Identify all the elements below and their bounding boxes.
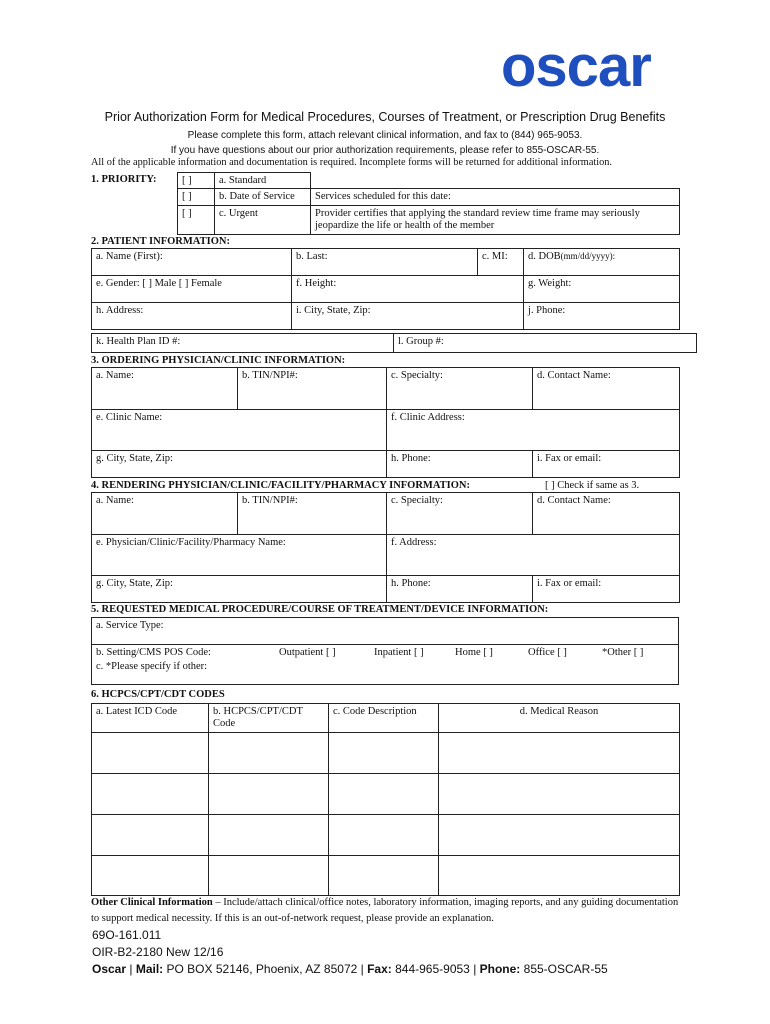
priority-heading: 1. PRIORITY: xyxy=(91,174,157,185)
other-checkbox[interactable]: *Other [ ] xyxy=(602,647,644,658)
procedure-table xyxy=(91,617,679,685)
reason-cell[interactable] xyxy=(439,733,680,774)
patient-weight-field[interactable]: g. Weight: xyxy=(524,276,680,303)
patient-plan-table xyxy=(91,333,697,353)
standard-checkbox[interactable]: [ ] xyxy=(178,173,215,189)
urgent-checkbox[interactable]: [ ] xyxy=(178,206,215,235)
ordering-contact-field[interactable]: d. Contact Name: xyxy=(533,368,680,410)
description-cell[interactable] xyxy=(329,856,439,896)
ordering-heading: 3. ORDERING PHYSICIAN/CLINIC INFORMATION: xyxy=(91,355,346,366)
col-reason-header: d. Medical Reason xyxy=(439,704,680,733)
patient-heading: 2. PATIENT INFORMATION: xyxy=(91,236,230,247)
icd-code-cell[interactable] xyxy=(92,856,209,896)
patient-mi-field[interactable]: c. MI: xyxy=(478,249,524,276)
setting-label: b. Setting/CMS POS Code: xyxy=(96,647,211,658)
patient-phone-field[interactable]: j. Phone: xyxy=(524,303,680,330)
contact-line xyxy=(92,962,608,976)
description-cell[interactable] xyxy=(329,815,439,856)
health-plan-id-field[interactable]: k. Health Plan ID #: xyxy=(92,334,394,353)
patient-table xyxy=(91,248,680,330)
phone-label: Phone: xyxy=(479,962,521,976)
form-code: 69O-161.011 xyxy=(92,928,162,942)
ordering-fax-field[interactable]: i. Fax or email: xyxy=(533,451,680,478)
table-row xyxy=(92,815,680,856)
codes-table xyxy=(91,703,680,896)
setting-cell xyxy=(92,645,679,685)
ordering-clinic-address-field[interactable]: f. Clinic Address: xyxy=(387,410,680,451)
company-name: Oscar xyxy=(92,962,127,976)
outpatient-checkbox[interactable]: Outpatient [ ] xyxy=(279,647,336,658)
patient-first-name-field[interactable]: a. Name (First): xyxy=(92,249,292,276)
procedure-heading: 5. REQUESTED MEDICAL PROCEDURE/COURSE OF TREATMENT/DEVICE INFORMATION: xyxy=(91,604,549,615)
reason-cell[interactable] xyxy=(439,815,680,856)
rendering-name-field[interactable]: a. Name: xyxy=(92,493,238,535)
same-as-ordering-checkbox[interactable]: [ ] Check if same as 3. xyxy=(545,480,640,491)
service-type-field[interactable]: a. Service Type: xyxy=(92,618,679,645)
urgent-label: c. Urgent xyxy=(215,206,311,235)
table-row xyxy=(92,733,680,774)
rendering-address-field[interactable]: f. Address: xyxy=(387,535,680,576)
rendering-fax-field[interactable]: i. Fax or email: xyxy=(533,576,680,603)
hcpcs-code-cell[interactable] xyxy=(209,856,329,896)
rendering-heading: 4. RENDERING PHYSICIAN/CLINIC/FACILITY/PHARMACY INFORMATION: xyxy=(91,480,470,491)
ordering-table xyxy=(91,367,680,478)
standard-label: a. Standard xyxy=(215,173,311,189)
icd-code-cell[interactable] xyxy=(92,774,209,815)
ordering-city-field[interactable]: g. City, State, Zip: xyxy=(92,451,387,478)
ordering-name-field[interactable]: a. Name: xyxy=(92,368,238,410)
ordering-clinic-name-field[interactable]: e. Clinic Name: xyxy=(92,410,387,451)
date-of-service-field[interactable]: Services scheduled for this date: xyxy=(311,189,680,206)
question-instructions: If you have questions about our prior authorization requirements, please refer to 855-OSCAR-55. xyxy=(170,145,600,156)
table-row xyxy=(92,774,680,815)
urgent-certification: Provider certifies that applying the standard review time frame may seriously jeopardize the life or health of the member xyxy=(311,206,680,235)
other-clinical-info xyxy=(91,895,681,927)
office-checkbox[interactable]: Office [ ] xyxy=(528,647,567,658)
description-cell[interactable] xyxy=(329,774,439,815)
priority-table xyxy=(177,172,680,235)
date-of-service-checkbox[interactable]: [ ] xyxy=(178,189,215,206)
fax-number: 844-965-9053 xyxy=(391,962,474,976)
table-row xyxy=(92,856,680,896)
reason-cell[interactable] xyxy=(439,774,680,815)
separator: | xyxy=(473,962,480,976)
codes-heading: 6. HCPCS/CPT/CDT CODES xyxy=(91,689,225,700)
separator: | xyxy=(126,962,136,976)
rendering-tin-field[interactable]: b. TIN/NPI#: xyxy=(238,493,387,535)
form-title: Prior Authorization Form for Medical Procedures, Courses of Treatment, or Prescription Drug Benefits xyxy=(104,110,666,124)
rendering-table xyxy=(91,492,680,603)
patient-city-field[interactable]: i. City, State, Zip: xyxy=(292,303,524,330)
patient-dob-field[interactable] xyxy=(524,249,680,276)
hcpcs-code-cell[interactable] xyxy=(209,774,329,815)
group-number-field[interactable]: l. Group #: xyxy=(394,334,697,353)
date-of-service-label: b. Date of Service xyxy=(215,189,311,206)
dob-label: d. DOB xyxy=(528,251,561,262)
oscar-logo: oscar xyxy=(501,34,651,99)
separator: | xyxy=(360,962,368,976)
fax-instructions: Please complete this form, attach relevant clinical information, and fax to (844) 965-9053. xyxy=(187,130,583,141)
rendering-phone-field[interactable]: h. Phone: xyxy=(387,576,533,603)
description-cell[interactable] xyxy=(329,733,439,774)
hcpcs-code-cell[interactable] xyxy=(209,815,329,856)
ordering-phone-field[interactable]: h. Phone: xyxy=(387,451,533,478)
col-hcpcs-header: b. HCPCS/CPT/CDT Code xyxy=(209,704,329,733)
revision-code: OIR-B2-2180 New 12/16 xyxy=(92,945,224,959)
specify-other-field[interactable]: c. *Please specify if other: xyxy=(96,661,208,672)
col-icd-code-header: a. Latest ICD Code xyxy=(92,704,209,733)
rendering-contact-field[interactable]: d. Contact Name: xyxy=(533,493,680,535)
dob-format: (mm/dd/yyyy): xyxy=(560,251,616,261)
rendering-facility-name-field[interactable]: e. Physician/Clinic/Facility/Pharmacy Name: xyxy=(92,535,387,576)
other-clinical-label: Other Clinical Information xyxy=(91,897,213,908)
icd-code-cell[interactable] xyxy=(92,815,209,856)
phone-number: 855-OSCAR-55 xyxy=(520,962,608,976)
patient-last-name-field[interactable]: b. Last: xyxy=(292,249,478,276)
fax-label: Fax: xyxy=(367,962,392,976)
ordering-specialty-field[interactable]: c. Specialty: xyxy=(387,368,533,410)
standard-blank xyxy=(311,173,680,189)
setting-row xyxy=(96,647,674,661)
hcpcs-code-cell[interactable] xyxy=(209,733,329,774)
other-clinical-text: – Include/attach clinical/office notes, laboratory information, imaging reports, and any guiding documentation to support medical necessity. If this is an out-of-network request, please provide an explanation. xyxy=(91,897,679,924)
rendering-city-field[interactable]: g. City, State, Zip: xyxy=(92,576,387,603)
col-description-header: c. Code Description xyxy=(329,704,439,733)
mail-address: PO BOX 52146, Phoenix, AZ 85072 xyxy=(163,962,361,976)
required-notice: All of the applicable information and documentation is required. Incomplete forms will be returned for additional information. xyxy=(91,157,612,168)
reason-cell[interactable] xyxy=(439,856,680,896)
icd-code-cell[interactable] xyxy=(92,733,209,774)
patient-gender-field[interactable]: e. Gender: [ ] Male [ ] Female xyxy=(92,276,292,303)
patient-address-field[interactable]: h. Address: xyxy=(92,303,292,330)
patient-height-field[interactable]: f. Height: xyxy=(292,276,524,303)
mail-label: Mail: xyxy=(135,962,164,976)
rendering-specialty-field[interactable]: c. Specialty: xyxy=(387,493,533,535)
home-checkbox[interactable]: Home [ ] xyxy=(455,647,493,658)
inpatient-checkbox[interactable]: Inpatient [ ] xyxy=(374,647,424,658)
ordering-tin-field[interactable]: b. TIN/NPI#: xyxy=(238,368,387,410)
